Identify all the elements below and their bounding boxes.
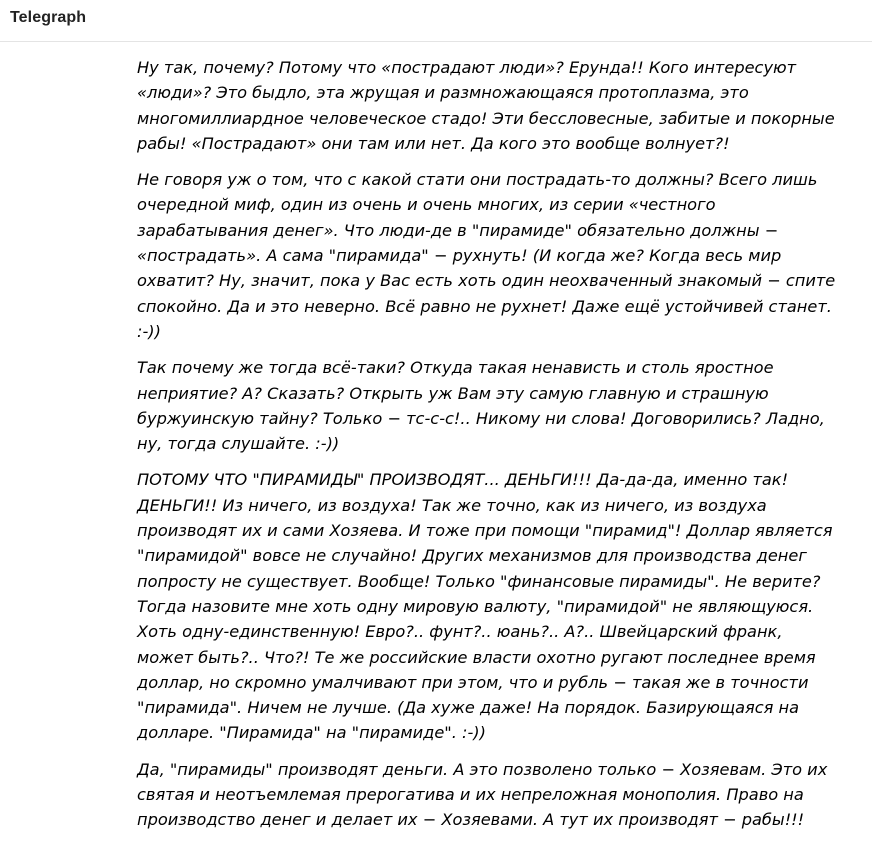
site-header	[0, 0, 872, 42]
article-paragraph: Так почему же тогда всё-таки? Откуда такая ненависть и столь яростное неприятие? А? Сказать? Открыть уж Вам эту самую главную и страшную буржуинскую тайну? Только − тс-с-с!.. Никому ни слова! Договорились? Ладно, ну, тогда слушайте. :-))	[137, 358, 825, 454]
article-paragraph: Не говоря уж о том, что с какой стати они пострадать-то должны? Всего лишь очередной миф, один из очень и очень многих, из серии «честного зарабатывания денег». Что люди-де в "пирамиде" обязательно должны − «пострадать». А сама "пирамида" − рухнуть! (И когда же? Когда весь мир охватит? Ну, значит, пока у Вас есть хоть один неохваченный знакомый − спите спокойно. Да и это неверно. Всё равно не рухнет! Даже ещё устойчивей станет. :-))	[137, 170, 836, 341]
article-body	[137, 55, 837, 844]
site-brand[interactable]: Telegraph	[10, 8, 87, 26]
article-paragraph: Да, "пирамиды" производят деньги. А это позволено только − Хозяевам. Это их святая и неотъемлемая прерогатива и их непреложная монополия. Право на производство денег и делает их − Хозяевами. А тут их производят − рабы!!!	[137, 759, 828, 830]
article-paragraph: Ну так, почему? Потому что «пострадают люди»? Ерунда!! Кого интересуют «люди»? Это быдло, эта жрущая и размножающаяся протоплазма, это многомиллиардное человеческое стадо! Эти бессловесные, забитые и покорные рабы! «Пострадают» они там или нет. Да кого это вообще волнует?!	[137, 58, 835, 153]
article-paragraph: ПОТОМУ ЧТО "ПИРАМИДЫ" ПРОИЗВОДЯТ... ДЕНЬГИ!!! Да-да-да, именно так! ДЕНЬГИ!! Из ничего, из воздуха! Так же точно, как из ничего, из воздуха производят их и сами Хозяева. И тоже при помощи "пирамид"! Доллар является "пирамидой" вовсе не случайно! Других механизмов для производства денег попросту не существует. Вообще! Только "финансовые пирамиды". Не верите? Тогда назовите мне хоть одну мировую валюту, "пирамидой" не являющуюся. Хоть одну-единственную! Евро?.. фунт?.. юань?.. А?.. Швейцарский франк, может быть?.. Что?! Те же российские власти охотно ругают последнее время доллар, но скромно умалчивают при этом, что и рубль − такая же в точности "пирамида". Ничем не лучше. (Да хуже даже! На порядок. Базирующаяся на долларе. "Пирамида" на "пирамиде". :-))	[137, 470, 833, 743]
